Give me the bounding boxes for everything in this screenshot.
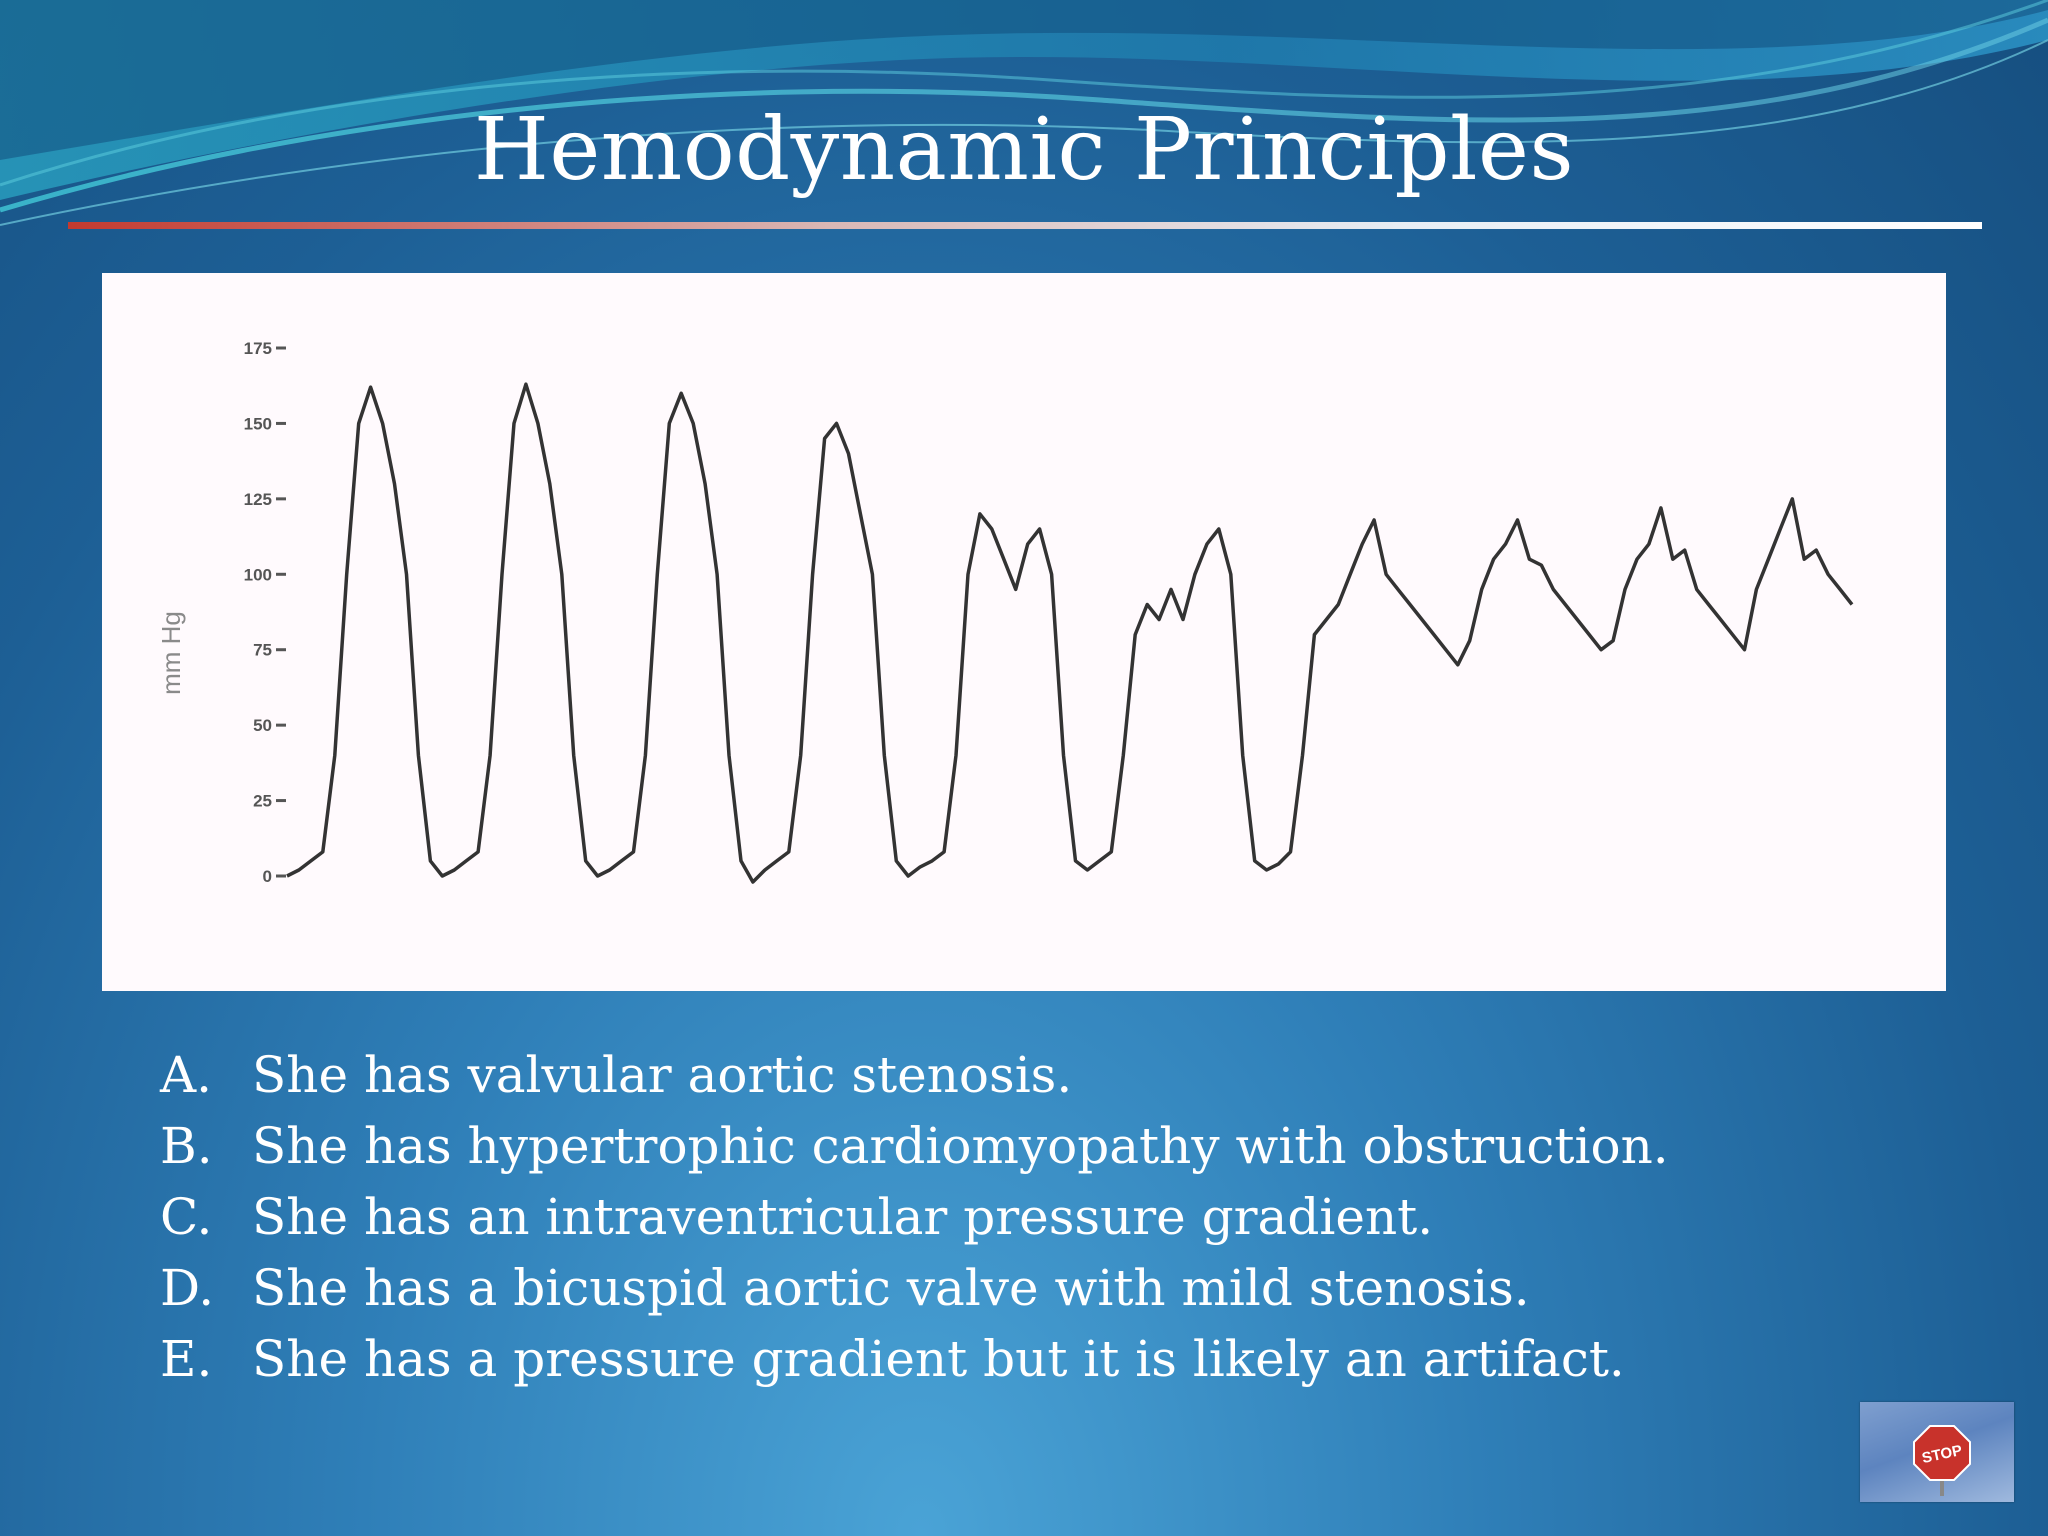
answer-options <box>160 1040 1669 1395</box>
pressure-tracing-panel <box>102 273 1946 991</box>
y-tick-label: 25 <box>253 791 272 811</box>
option-text: She has valvular aortic stenosis. <box>252 1046 1073 1104</box>
option-c[interactable] <box>160 1182 1669 1253</box>
option-text: She has a pressure gradient but it is likely an artifact. <box>252 1330 1625 1388</box>
option-e[interactable] <box>160 1324 1669 1395</box>
option-b[interactable] <box>160 1111 1669 1182</box>
option-text: She has hypertrophic cardiomyopathy with obstruction. <box>252 1117 1669 1175</box>
option-letter: B. <box>160 1117 213 1175</box>
option-text: She has a bicuspid aortic valve with mild stenosis. <box>252 1259 1530 1317</box>
y-tick-label: 75 <box>253 640 272 660</box>
option-text: She has an intraventricular pressure gradient. <box>252 1188 1434 1246</box>
stop-button[interactable] <box>1860 1402 2014 1502</box>
option-a[interactable] <box>160 1040 1669 1111</box>
slide-title: Hemodynamic Principles <box>473 100 1575 200</box>
y-tick-label: 125 <box>243 489 272 509</box>
y-tick-label: 0 <box>262 867 272 886</box>
option-d[interactable] <box>160 1253 1669 1324</box>
option-letter: E. <box>160 1330 213 1388</box>
option-letter: C. <box>160 1188 213 1246</box>
y-axis-label: mm Hg <box>156 611 186 695</box>
title-divider <box>68 222 1982 229</box>
y-tick-label: 100 <box>243 565 272 585</box>
pressure-trace-line <box>287 384 1852 882</box>
pressure-tracing-chart <box>102 273 1946 991</box>
option-letter: D. <box>160 1259 215 1317</box>
y-tick-label: 150 <box>243 414 272 434</box>
stop-sign-label: STOP <box>1920 1441 1964 1468</box>
stop-sign-icon <box>1912 1424 1972 1496</box>
y-tick-label: 175 <box>243 339 272 358</box>
y-tick-label: 50 <box>253 716 272 736</box>
option-letter: A. <box>160 1046 213 1104</box>
